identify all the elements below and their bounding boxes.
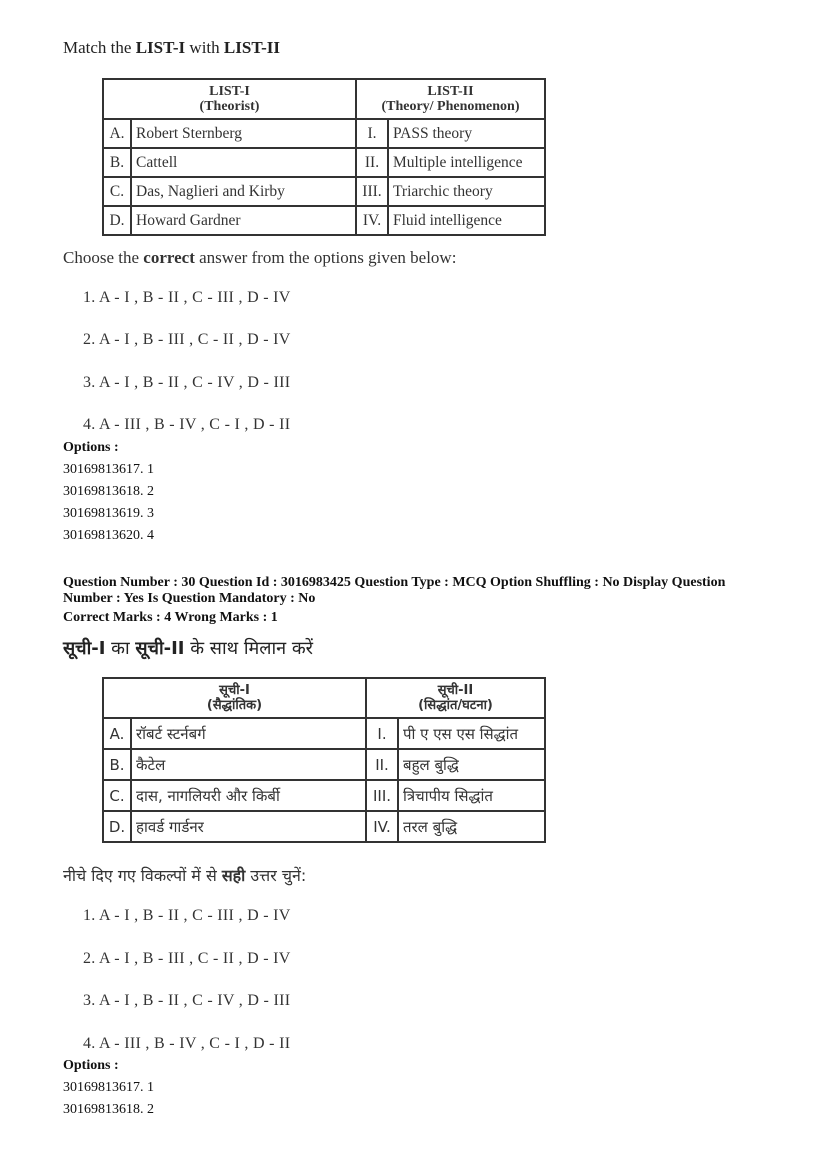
- q2-match-table: [102, 677, 546, 843]
- q2-header-list1: सूची-I (सैद्धांतिक): [103, 678, 366, 718]
- q2-choice-2: 2. A - I , B - III , C - II , D - IV: [83, 950, 291, 967]
- q1-option-1: 30169813617. 1: [63, 462, 154, 477]
- q2-choice-1: 1. A - I , B - II , C - III , D - IV: [83, 907, 291, 924]
- q2-option-1: 30169813617. 1: [63, 1080, 154, 1095]
- q1-header-list2: LIST-II (Theory/ Phenomenon): [356, 79, 545, 119]
- table-row: A. Robert Sternberg I. PASS theory: [103, 119, 545, 148]
- q1-choice-3: 3. A - I , B - II , C - IV , D - III: [83, 374, 291, 391]
- table-row: D. हावर्ड गार्डनर IV. तरल बुद्धि: [103, 811, 545, 842]
- question-meta-line-3: Correct Marks : 4 Wrong Marks : 1: [63, 610, 278, 625]
- q2-choice-4: 4. A - III , B - IV , C - I , D - II: [83, 1035, 291, 1052]
- question-meta-line-2: Number : Yes Is Question Mandatory : No: [63, 591, 316, 606]
- table-row: A. रॉबर्ट स्टर्नबर्ग I. पी ए एस एस सिद्धांत: [103, 718, 545, 749]
- table-row: C. दास, नागलियरी और किर्बी III. त्रिचापीय सिद्धांत: [103, 780, 545, 811]
- q1-option-2: 30169813618. 2: [63, 484, 154, 499]
- q2-choose-prompt: नीचे दिए गए विकल्पों में से सही उत्तर चुनें:: [63, 866, 307, 885]
- table-row: B. कैटेल II. बहुल बुद्धि: [103, 749, 545, 780]
- q2-options-label: Options :: [63, 1058, 119, 1073]
- q2-choice-3: 3. A - I , B - II , C - IV , D - III: [83, 992, 291, 1009]
- q1-option-3: 30169813619. 3: [63, 506, 154, 521]
- q2-header-list2: सूची-II (सिद्धांत/घटना): [366, 678, 545, 718]
- table-row: B. Cattell II. Multiple intelligence: [103, 148, 545, 177]
- q1-match-table: [102, 78, 546, 236]
- q1-choice-2: 2. A - I , B - III , C - II , D - IV: [83, 331, 291, 348]
- q1-instruction: Match the LIST-I with LIST-II: [63, 38, 280, 57]
- q1-choice-1: 1. A - I , B - II , C - III , D - IV: [83, 289, 291, 306]
- q2-option-2: 30169813618. 2: [63, 1102, 154, 1117]
- table-row: D. Howard Gardner IV. Fluid intelligence: [103, 206, 545, 235]
- q1-choice-4: 4. A - III , B - IV , C - I , D - II: [83, 416, 291, 433]
- table-row: C. Das, Naglieri and Kirby III. Triarchic theory: [103, 177, 545, 206]
- question-meta-line-1: Question Number : 30 Question Id : 3016983425 Question Type : MCQ Option Shuffling : No Display Question: [63, 575, 726, 590]
- q1-header-list1: LIST-I (Theorist): [103, 79, 356, 119]
- q2-instruction: सूची-I का सूची-II के साथ मिलान करें: [63, 638, 314, 659]
- q1-options-label: Options :: [63, 440, 119, 455]
- q1-option-4: 30169813620. 4: [63, 528, 154, 543]
- q1-choose-prompt: Choose the correct answer from the options given below:: [63, 248, 457, 267]
